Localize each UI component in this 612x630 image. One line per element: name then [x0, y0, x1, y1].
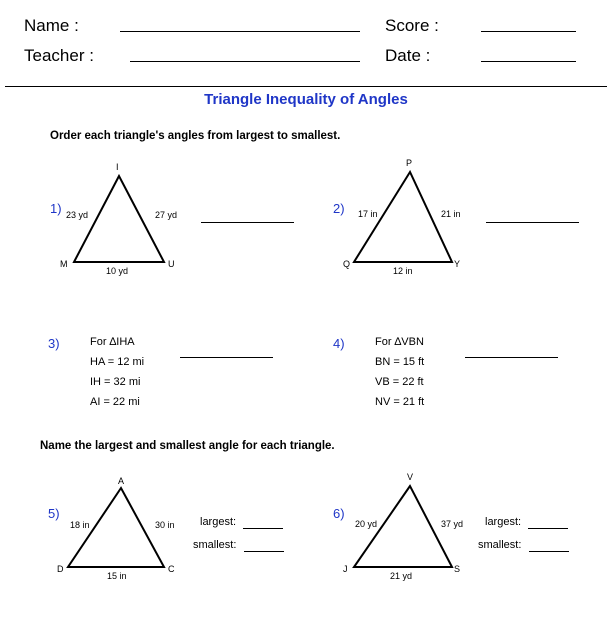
largest-label: largest:: [485, 516, 522, 528]
teacher-label: Teacher :: [24, 46, 94, 65]
side-length: BN = 15 ft: [375, 356, 425, 368]
vertex-label: S: [454, 564, 461, 574]
triangle-name: For ∆VBN: [375, 336, 424, 348]
side-label: 21 yd: [390, 571, 413, 581]
side-label: 23 yd: [66, 210, 89, 220]
side-label: 21 in: [441, 209, 461, 219]
problem-number: 4): [333, 336, 345, 351]
side-length: HA = 12 mi: [90, 356, 145, 368]
largest-label: largest:: [200, 516, 237, 528]
smallest-label: smallest:: [193, 539, 237, 551]
vertex-label: Y: [454, 259, 461, 269]
vertex-label: P: [406, 158, 413, 168]
side-label: 12 in: [393, 266, 413, 276]
name-label: Name :: [24, 16, 79, 35]
side-label: 15 in: [107, 571, 127, 581]
side-length: AI = 22 mi: [90, 396, 140, 408]
side-label: 37 yd: [441, 519, 464, 529]
vertex-label: J: [343, 564, 348, 574]
problem-number: 2): [333, 201, 345, 216]
vertex-label: U: [168, 259, 175, 269]
vertex-label: V: [407, 472, 414, 482]
problem-number: 1): [50, 201, 62, 216]
problem-number: 6): [333, 506, 345, 521]
side-label: 10 yd: [106, 266, 129, 276]
side-label: 30 in: [155, 520, 175, 530]
instructions-part1: Order each triangle's angles from largest to smallest.: [50, 130, 341, 142]
side-length: VB = 22 ft: [375, 376, 424, 388]
problem-number: 5): [48, 506, 60, 521]
side-label: 18 in: [70, 520, 90, 530]
vertex-label: Q: [343, 259, 351, 269]
problem-number: 3): [48, 336, 60, 351]
largest-blank[interactable]: [528, 528, 568, 529]
vertex-label: C: [168, 564, 175, 574]
side-length: NV = 21 ft: [375, 396, 425, 408]
side-label: 27 yd: [155, 210, 178, 220]
side-label: 20 yd: [355, 519, 378, 529]
worksheet-title: Triangle Inequality of Angles: [204, 91, 408, 108]
date-label: Date :: [385, 46, 431, 65]
vertex-label: M: [60, 259, 68, 269]
side-length: IH = 32 mi: [90, 376, 141, 388]
smallest-blank[interactable]: [529, 551, 569, 552]
triangle-name: For ∆IHA: [90, 336, 135, 348]
vertex-label: D: [57, 564, 64, 574]
vertex-label: A: [118, 476, 125, 486]
instructions-part2: Name the largest and smallest angle for each triangle.: [40, 440, 335, 452]
smallest-label: smallest:: [478, 539, 522, 551]
score-label: Score :: [385, 16, 439, 35]
vertex-label: I: [116, 162, 119, 172]
side-label: 17 in: [358, 209, 378, 219]
